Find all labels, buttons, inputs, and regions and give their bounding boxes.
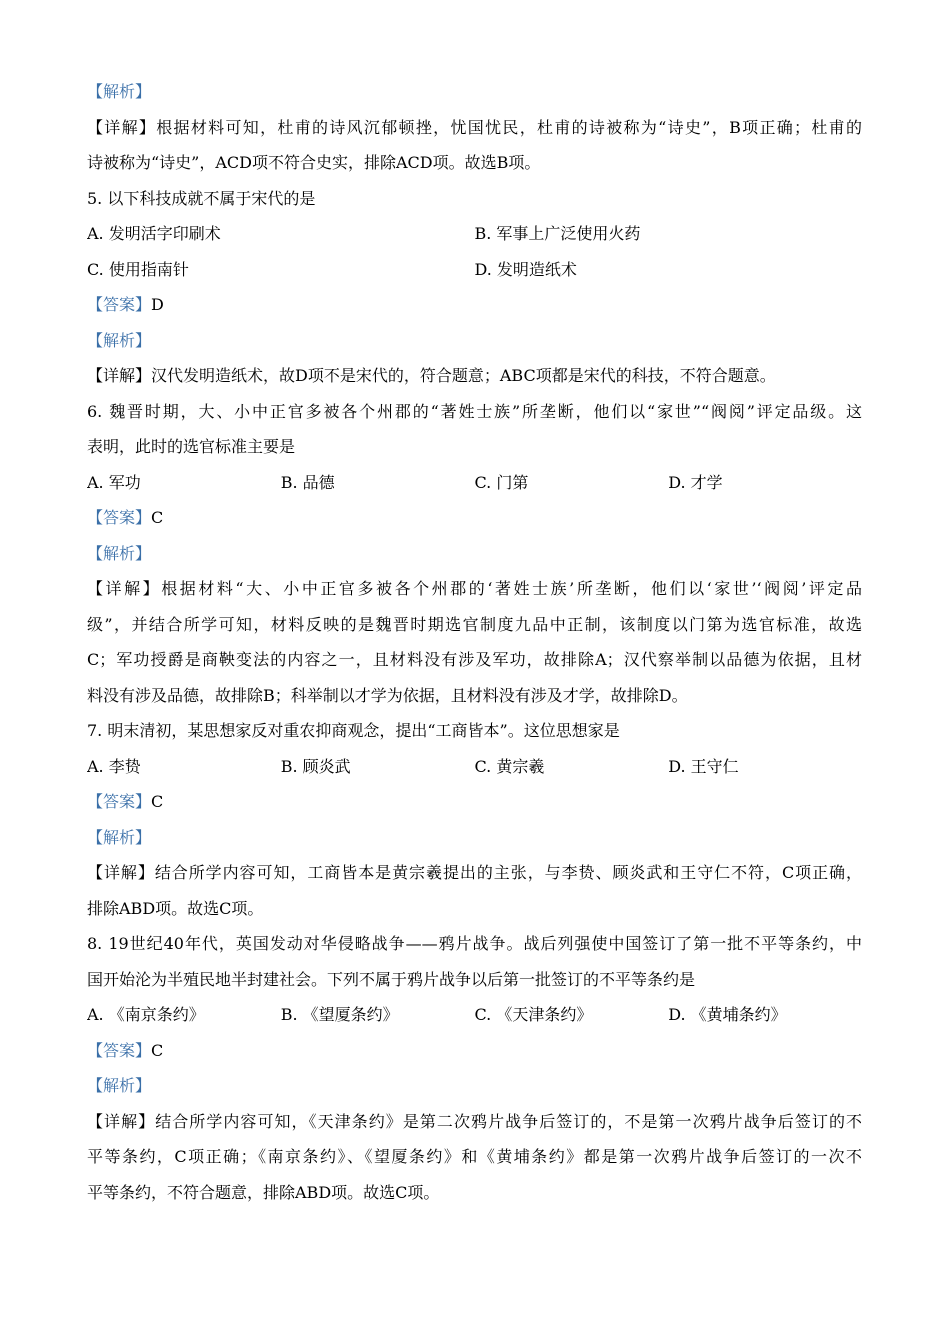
detail-line: 【详解】汉代发明造纸术，故D项不是宋代的，符合题意；ABC项都是宋代的科技，不符合题意。 bbox=[87, 366, 776, 385]
question-8-stem: 8. 19世纪40年代，英国发动对华侵略战争——鸦片战争。战后列强使中国签订了第一批不平等条约，中 bbox=[87, 934, 862, 953]
option-a: A. 李贽 bbox=[87, 756, 141, 776]
question-8-options bbox=[87, 997, 862, 1033]
analysis-heading: 【解析】 bbox=[87, 330, 152, 350]
detail-line: 排除ABD项。故选C项。 bbox=[87, 898, 264, 918]
option-c: C. 使用指南针 bbox=[87, 259, 189, 279]
question-8-stem-cont: 国开始沦为半殖民地半封建社会。下列不属于鸦片战争以后第一批签订的不平等条约是 bbox=[87, 969, 696, 989]
option-c: C. 门第 bbox=[474, 472, 529, 492]
option-a: A. 发明活字印刷术 bbox=[87, 224, 221, 243]
detail-line: 【详解】根据材料“大、小中正官多被各个州郡的‘著姓士族’所垄断，他们以‘家世’‘阀阅’评定品 bbox=[87, 579, 862, 598]
detail-line: 诗被称为“诗史”，ACD项不符合史实，排除ACD项。故选B项。 bbox=[87, 153, 541, 172]
detail-line: 【详解】根据材料可知，杜甫的诗风沉郁顿挫，忧国忧民，杜甫的诗被称为“诗史”，B项正确；杜甫的 bbox=[87, 117, 862, 137]
option-d: D. 《黄埔条约》 bbox=[668, 1005, 787, 1024]
answer-line: 【答案】D bbox=[87, 295, 164, 314]
option-b: B. 军事上广泛使用火药 bbox=[474, 224, 641, 243]
option-d: D. 发明造纸术 bbox=[474, 259, 577, 279]
answer-line: 【答案】C bbox=[87, 1040, 164, 1060]
detail-line: 【详解】结合所学内容可知，《天津条约》是第二次鸦片战争后签订的，不是第一次鸦片战争后签订的不 bbox=[87, 1111, 862, 1131]
option-d: D. 王守仁 bbox=[668, 756, 739, 776]
analysis-heading: 【解析】 bbox=[87, 82, 152, 101]
analysis-heading: 【解析】 bbox=[87, 1076, 152, 1095]
option-b: B. 《望厦条约》 bbox=[280, 1005, 399, 1024]
question-7-stem: 7. 明末清初，某思想家反对重农抑商观念，提出“工商皆本”。这位思想家是 bbox=[87, 721, 620, 740]
question-6-options bbox=[87, 465, 862, 501]
option-c: C. 《天津条约》 bbox=[474, 1005, 593, 1024]
detail-line: 【详解】结合所学内容可知，工商皆本是黄宗羲提出的主张，与李贽、顾炎武和王守仁不符，C项正确， bbox=[87, 863, 862, 882]
question-7-options bbox=[87, 749, 862, 785]
question-5-options-row-1 bbox=[87, 216, 862, 252]
option-a: A. 《南京条约》 bbox=[87, 1005, 205, 1024]
option-c: C. 黄宗羲 bbox=[474, 756, 545, 776]
option-b: B. 品德 bbox=[280, 472, 335, 492]
analysis-heading: 【解析】 bbox=[87, 827, 152, 847]
detail-line: C；军功授爵是商鞅变法的内容之一，且材料没有涉及军功，故排除A；汉代察举制以品德为依据，且材 bbox=[87, 650, 862, 669]
option-a: A. 军功 bbox=[87, 472, 141, 492]
answer-line: 【答案】C bbox=[87, 508, 164, 527]
question-5-options-row-2 bbox=[87, 252, 862, 288]
question-6-stem: 6. 魏晋时期，大、小中正官多被各个州郡的“著姓士族”所垄断，他们以“家世”“阀阅”评定品级。这 bbox=[87, 401, 862, 421]
analysis-heading: 【解析】 bbox=[87, 543, 152, 563]
answer-line: 【答案】C bbox=[87, 792, 164, 811]
option-b: B. 顾炎武 bbox=[280, 756, 351, 776]
detail-line: 平等条约，C项正确；《南京条约》、《望厦条约》和《黄埔条约》都是第一次鸦片战争后签订的一次不 bbox=[87, 1147, 862, 1166]
question-6-stem-cont: 表明，此时的选官标准主要是 bbox=[87, 437, 296, 456]
detail-line: 平等条约，不符合题意，排除ABD项。故选C项。 bbox=[87, 1182, 440, 1202]
detail-line: 级”，并结合所学可知，材料反映的是魏晋时期选官制度九品中正制，该制度以门第为选官标准，故选 bbox=[87, 614, 862, 634]
question-5-stem: 5. 以下科技成就不属于宋代的是 bbox=[87, 188, 316, 208]
option-d: D. 才学 bbox=[668, 472, 723, 492]
document-page bbox=[87, 74, 862, 1210]
detail-line: 料没有涉及品德，故排除B；科举制以才学为依据，且材料没有涉及才学，故排除D。 bbox=[87, 685, 688, 705]
